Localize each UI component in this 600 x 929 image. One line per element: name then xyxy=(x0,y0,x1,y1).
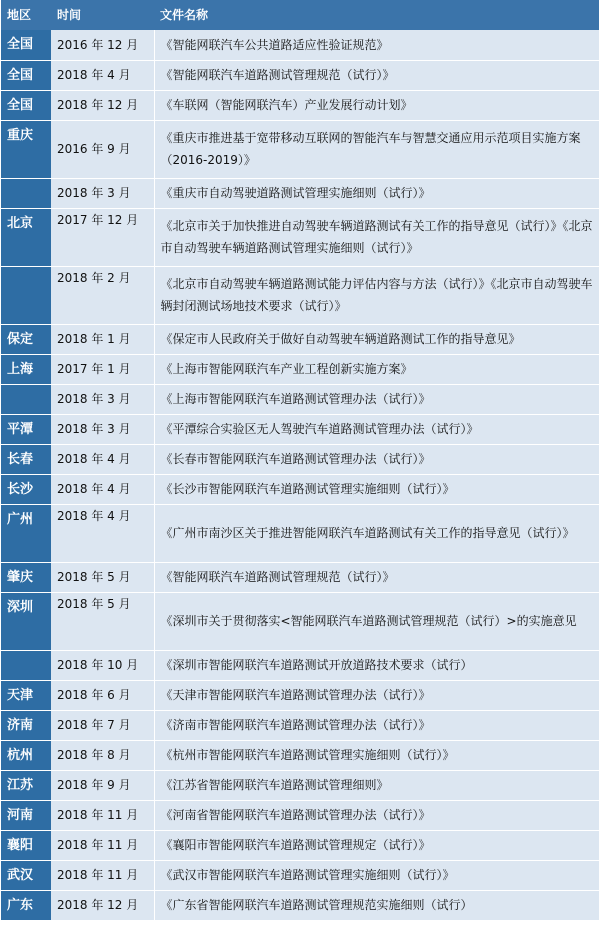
table-row xyxy=(1,266,599,324)
doc-cell: 《长春市智能网联汽车道路测试管理办法（试行）》 xyxy=(154,444,599,474)
table-row xyxy=(1,60,599,90)
region-cell: 深圳 xyxy=(1,592,51,650)
region-cell: 广东 xyxy=(1,890,51,920)
time-cell: 2018 年 4 月 xyxy=(51,504,154,562)
doc-cell: 《杭州市智能网联汽车道路测试管理实施细则（试行）》 xyxy=(154,740,599,770)
doc-cell: 《重庆市推进基于宽带移动互联网的智能汽车与智慧交通应用示范项目实施方案（2016-2019）》 xyxy=(154,120,599,178)
time-cell: 2018 年 4 月 xyxy=(51,474,154,504)
time-cell: 2018 年 6 月 xyxy=(51,680,154,710)
time-cell: 2018 年 2 月 xyxy=(51,266,154,324)
doc-cell: 《北京市关于加快推进自动驾驶车辆道路测试有关工作的指导意见（试行）》《北京市自动驾驶车辆道路测试管理实施细则（试行）》 xyxy=(154,208,599,266)
time-cell: 2018 年 12 月 xyxy=(51,890,154,920)
doc-cell: 《上海市智能网联汽车产业工程创新实施方案》 xyxy=(154,354,599,384)
time-cell: 2016 年 9 月 xyxy=(51,120,154,178)
region-cell: 天津 xyxy=(1,680,51,710)
region-cell: 杭州 xyxy=(1,740,51,770)
time-cell: 2018 年 12 月 xyxy=(51,90,154,120)
time-cell: 2018 年 3 月 xyxy=(51,414,154,444)
doc-cell: 《深圳市关于贯彻落实<智能网联汽车道路测试管理规范（试行）>的实施意见 xyxy=(154,592,599,650)
doc-cell: 《智能网联汽车道路测试管理规范（试行）》 xyxy=(154,562,599,592)
table-row xyxy=(1,178,599,208)
table-row xyxy=(1,680,599,710)
region-cell: 江苏 xyxy=(1,770,51,800)
region-cell: 北京 xyxy=(1,208,51,266)
header-doc: 文件名称 xyxy=(154,0,599,30)
region-cell: 平潭 xyxy=(1,414,51,444)
doc-cell: 《襄阳市智能网联汽车道路测试管理规定（试行）》 xyxy=(154,830,599,860)
table-row xyxy=(1,324,599,354)
doc-cell: 《深圳市智能网联汽车道路测试开放道路技术要求（试行） xyxy=(154,650,599,680)
region-cell: 长沙 xyxy=(1,474,51,504)
doc-cell: 《济南市智能网联汽车道路测试管理办法（试行）》 xyxy=(154,710,599,740)
region-cell: 全国 xyxy=(1,60,51,90)
time-cell: 2017 年 12 月 xyxy=(51,208,154,266)
table-row xyxy=(1,414,599,444)
table-row xyxy=(1,120,599,178)
policy-table xyxy=(1,0,599,921)
doc-cell: 《重庆市自动驾驶道路测试管理实施细则（试行）》 xyxy=(154,178,599,208)
doc-cell: 《智能网联汽车道路测试管理规范（试行）》 xyxy=(154,60,599,90)
table-row xyxy=(1,890,599,920)
doc-cell: 《保定市人民政府关于做好自动驾驶车辆道路测试工作的指导意见》 xyxy=(154,324,599,354)
time-cell: 2018 年 8 月 xyxy=(51,740,154,770)
header-row xyxy=(1,0,599,30)
doc-cell: 《北京市自动驾驶车辆道路测试能力评估内容与方法（试行）》《北京市自动驾驶车辆封闭测试场地技术要求（试行）》 xyxy=(154,266,599,324)
table-body xyxy=(1,30,599,920)
table-row xyxy=(1,444,599,474)
table-row xyxy=(1,384,599,414)
time-cell: 2018 年 1 月 xyxy=(51,324,154,354)
table-row xyxy=(1,504,599,562)
time-cell: 2017 年 1 月 xyxy=(51,354,154,384)
time-cell: 2018 年 4 月 xyxy=(51,60,154,90)
table-row xyxy=(1,90,599,120)
table-row xyxy=(1,474,599,504)
doc-cell: 《车联网（智能网联汽车）产业发展行动计划》 xyxy=(154,90,599,120)
doc-cell: 《广东省智能网联汽车道路测试管理规范实施细则（试行） xyxy=(154,890,599,920)
table-row xyxy=(1,650,599,680)
region-cell xyxy=(1,650,51,680)
region-cell: 长春 xyxy=(1,444,51,474)
table-row xyxy=(1,710,599,740)
region-cell: 上海 xyxy=(1,354,51,384)
header-region: 地区 xyxy=(1,0,51,30)
table-row xyxy=(1,30,599,60)
doc-cell: 《长沙市智能网联汽车道路测试管理实施细则（试行）》 xyxy=(154,474,599,504)
region-cell: 重庆 xyxy=(1,120,51,178)
table-header xyxy=(1,0,599,30)
table-row xyxy=(1,740,599,770)
header-time: 时间 xyxy=(51,0,154,30)
region-cell: 河南 xyxy=(1,800,51,830)
time-cell: 2018 年 5 月 xyxy=(51,562,154,592)
region-cell: 襄阳 xyxy=(1,830,51,860)
doc-cell: 《天津市智能网联汽车道路测试管理办法（试行）》 xyxy=(154,680,599,710)
time-cell: 2018 年 9 月 xyxy=(51,770,154,800)
time-cell: 2016 年 12 月 xyxy=(51,30,154,60)
time-cell: 2018 年 3 月 xyxy=(51,384,154,414)
table-row xyxy=(1,800,599,830)
doc-cell: 《上海市智能网联汽车道路测试管理办法（试行）》 xyxy=(154,384,599,414)
table-row xyxy=(1,562,599,592)
region-cell: 武汉 xyxy=(1,860,51,890)
region-cell: 济南 xyxy=(1,710,51,740)
table-row xyxy=(1,592,599,650)
time-cell: 2018 年 3 月 xyxy=(51,178,154,208)
doc-cell: 《广州市南沙区关于推进智能网联汽车道路测试有关工作的指导意见（试行）》 xyxy=(154,504,599,562)
doc-cell: 《智能网联汽车公共道路适应性验证规范》 xyxy=(154,30,599,60)
time-cell: 2018 年 7 月 xyxy=(51,710,154,740)
doc-cell: 《武汉市智能网联汽车道路测试管理实施细则（试行）》 xyxy=(154,860,599,890)
region-cell: 全国 xyxy=(1,90,51,120)
table-row xyxy=(1,770,599,800)
table-row xyxy=(1,830,599,860)
time-cell: 2018 年 4 月 xyxy=(51,444,154,474)
region-cell xyxy=(1,384,51,414)
doc-cell: 《平潭综合实验区无人驾驶汽车道路测试管理办法（试行）》 xyxy=(154,414,599,444)
doc-cell: 《河南省智能网联汽车道路测试管理办法（试行）》 xyxy=(154,800,599,830)
region-cell: 广州 xyxy=(1,504,51,562)
time-cell: 2018 年 10 月 xyxy=(51,650,154,680)
time-cell: 2018 年 5 月 xyxy=(51,592,154,650)
time-cell: 2018 年 11 月 xyxy=(51,830,154,860)
table-row xyxy=(1,354,599,384)
region-cell: 肇庆 xyxy=(1,562,51,592)
region-cell xyxy=(1,266,51,324)
time-cell: 2018 年 11 月 xyxy=(51,860,154,890)
region-cell xyxy=(1,178,51,208)
time-cell: 2018 年 11 月 xyxy=(51,800,154,830)
doc-cell: 《江苏省智能网联汽车道路测试管理细则》 xyxy=(154,770,599,800)
region-cell: 全国 xyxy=(1,30,51,60)
table-row xyxy=(1,860,599,890)
table-row xyxy=(1,208,599,266)
region-cell: 保定 xyxy=(1,324,51,354)
